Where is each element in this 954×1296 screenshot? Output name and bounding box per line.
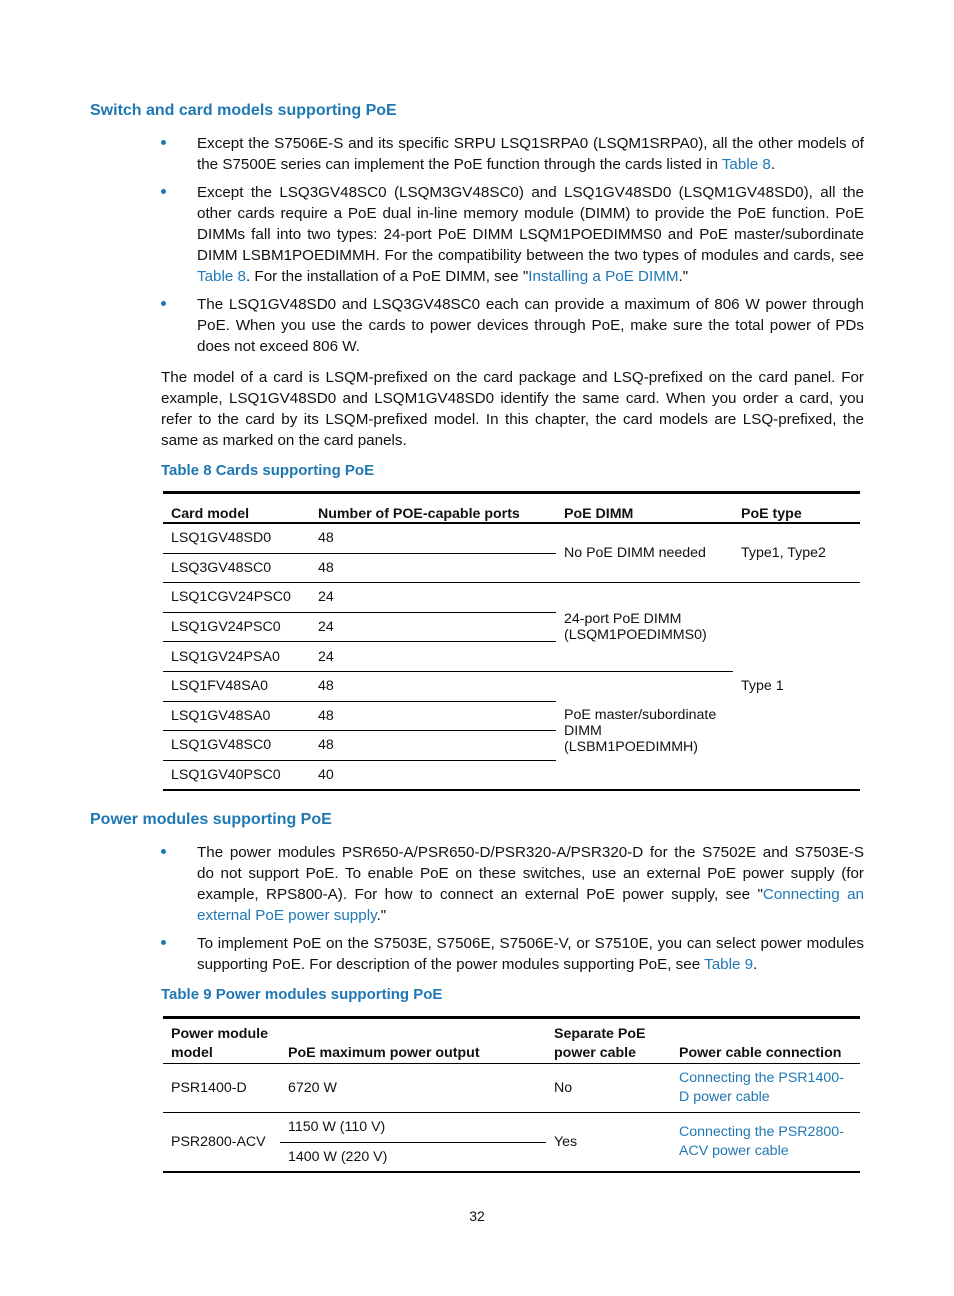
external-poe-link[interactable]: Connecting an external PoE power supply [197,886,864,924]
page-number: 32 [469,1208,485,1224]
table-8-caption: Table 8 Cards supporting PoE [161,462,375,479]
card-model-paragraph: The model of a card is LSQM-prefixed on the card package and LSQ-prefixed on the card panel. For example, LSQ1GV48SD0 and LSQM1GV48SD0 identify the same card. When you order a card, you refer to the card by its LSQM-prefixed model. In this chapter, the card models are LSQ-prefixed, the same as marked on the card panels. [161,369,864,449]
bullet-list-1 [161,133,864,357]
table-row: LSQ1GV40PSC0 40 [171,767,334,784]
table-8-link[interactable]: Table 8 [197,268,246,285]
table-row: PSR1400-D 6720 W No Connecting the PSR1400-D power cable [163,1064,860,1113]
type-cell: Type 1 [741,678,784,695]
column-header: Power module model [163,1018,280,1064]
table-row: LSQ1GV48SD0 48 No PoE DIMM needed Type1, Type2 [163,523,860,553]
column-header: Card model [163,493,310,524]
dimm-cell: PoE master/subordinate DIMM (LSBM1POEDIMMH) [564,706,717,755]
bullet-dot-icon [161,189,166,194]
list-item: The LSQ1GV48SD0 and LSQ3GV48SC0 each can provide a maximum of 806 W power through PoE. When you use the cards to power devices through PoE, make sure the total power of PDs does not exceed 806 W. [161,294,864,357]
column-header: PoE maximum power output [280,1018,546,1064]
list-item: To implement PoE on the S7503E, S7506E, S7506E-V, or S7510E, you can select power modules supporting PoE. For description of the power modules supporting PoE, see Table 9. [161,933,864,975]
table-9-caption: Table 9 Power modules supporting PoE [161,986,443,1003]
column-header: PoE DIMM [556,493,733,524]
table-row: LSQ1FV48SA0 48 PoE master/subordinate DIMM (LSBM1POEDIMMH) [163,671,860,701]
column-header: Separate PoE power cable [546,1018,671,1064]
table-row: 1400 W (220 V) [288,1148,388,1165]
table-row: PSR2800-ACV 1150 W (110 V) Yes Connecting the PSR2800-ACV power cable [163,1113,860,1143]
bullet-dot-icon [161,140,166,145]
table-9 [163,1016,860,1173]
table-row: LSQ1GV24PSC0 24 [163,612,860,642]
table-row: LSQ1GV48SC0 48 [163,731,860,761]
list-item: The power modules PSR650-A/PSR650-D/PSR320-A/PSR320-D for the S7502E and S7503E-S do not support PoE. To enable PoE on these switches, use an external PoE power supply (for example, RPS800-A). For how to connect an external PoE power supply, see "Connecting an external PoE power supply." [161,842,864,926]
list-item: Except the S7506E-S and its specific SRPU LSQ1SRPA0 (LSQM1SRPA0), all the other models of the S7500E series can implement the PoE function through the cards listed in Table 8. [161,133,864,175]
dimm-cell: No PoE DIMM needed [556,523,733,583]
list-item: Except the LSQ3GV48SC0 (LSQM3GV48SC0) and LSQ1GV48SD0 (LSQM1GV48SD0), all the other cards require a PoE dual in-line memory module (DIMM) to provide the PoE function. PoE DIMMs fall into two types: 24-port PoE DIMM LSQM1POEDIMMS0 and PoE master/subordinate DIMM LSBM1POEDIMMH. For the compatibility between the two types of modules and cards, see Table 8. For the installation of a PoE DIMM, see "Installing a PoE DIMM." [161,182,864,287]
section-heading-power-modules: Power modules supporting PoE [90,811,332,828]
column-header: Power cable connection [671,1018,860,1064]
bullet-list-2 [161,842,864,975]
bullet-dot-icon [161,301,166,306]
column-header: Number of POE-capable ports [310,493,556,524]
section-heading-switch-card: Switch and card models supporting PoE [90,102,397,119]
type-cell: Type1, Type2 [733,523,860,583]
dimm-cell: 24-port PoE DIMM (LSQM1POEDIMMS0) [556,583,733,672]
table-row: LSQ1GV24PSA0 24 [163,642,860,672]
installing-poe-dimm-link[interactable]: Installing a PoE DIMM [528,268,679,285]
table-8 [163,491,860,791]
psr2800-cable-link[interactable]: Connecting the PSR2800-ACV power cable [679,1124,844,1159]
table-9-link[interactable]: Table 9 [704,956,754,973]
bullet-dot-icon [161,940,166,945]
table-8-link[interactable]: Table 8 [721,156,771,173]
table-row: LSQ1CGV24PSC0 24 24-port PoE DIMM (LSQM1POEDIMMS0) Type 1 [163,583,860,613]
bullet-dot-icon [161,849,166,854]
psr1400-cable-link[interactable]: Connecting the PSR1400-D power cable [671,1064,860,1113]
table-row: LSQ1GV48SA0 48 [163,701,860,731]
column-header: PoE type [733,493,860,524]
table-row: LSQ3GV48SC0 48 [163,553,860,583]
